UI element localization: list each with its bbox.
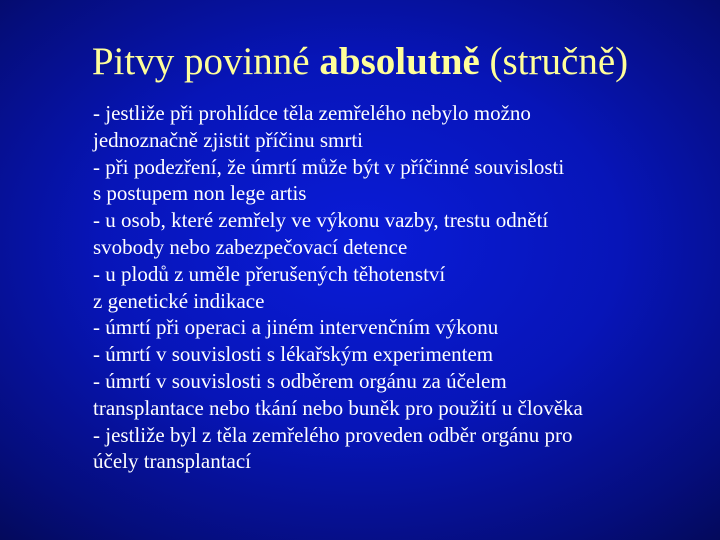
- body-line: - úmrtí při operaci a jiném intervenčním výkonu: [93, 315, 499, 340]
- body-line: - jestliže při prohlídce těla zemřelého nebylo možno: [93, 101, 531, 125]
- body-line: účely transplantací: [93, 449, 252, 474]
- body-line: transplantace nebo tkání nebo buněk pro použití u člověka: [93, 395, 583, 420]
- body-line: - jestliže byl z těla zemřelého proveden odběr orgánu pro: [93, 422, 573, 447]
- slide-title-part-bold: absolutně: [319, 40, 480, 83]
- body-line: svobody nebo zabezpečovací detence: [93, 234, 408, 259]
- slide-body-list: [93, 100, 708, 475]
- body-line: - u osob, které zemřely ve výkonu vazby, trestu odnětí: [93, 208, 549, 233]
- slide-title-part-normal: Pitvy povinné: [91, 40, 320, 83]
- slide-title: [0, 38, 720, 86]
- body-line: z genetické indikace: [93, 288, 265, 313]
- body-line: - úmrtí v souvislosti s odběrem orgánu za účelem: [93, 368, 507, 393]
- slide-title-part-parenthetical: (stručně): [479, 40, 629, 83]
- body-line: - při podezření, že úmrtí může být v příčinné souvislosti: [93, 154, 565, 179]
- body-line: - u plodů z uměle přerušených těhotenství: [93, 261, 446, 286]
- body-line: - úmrtí v souvislosti s lékařským experimentem: [93, 342, 494, 367]
- body-line: s postupem non lege artis: [93, 181, 307, 206]
- body-line: jednoznačně zjistit příčinu smrti: [93, 127, 364, 152]
